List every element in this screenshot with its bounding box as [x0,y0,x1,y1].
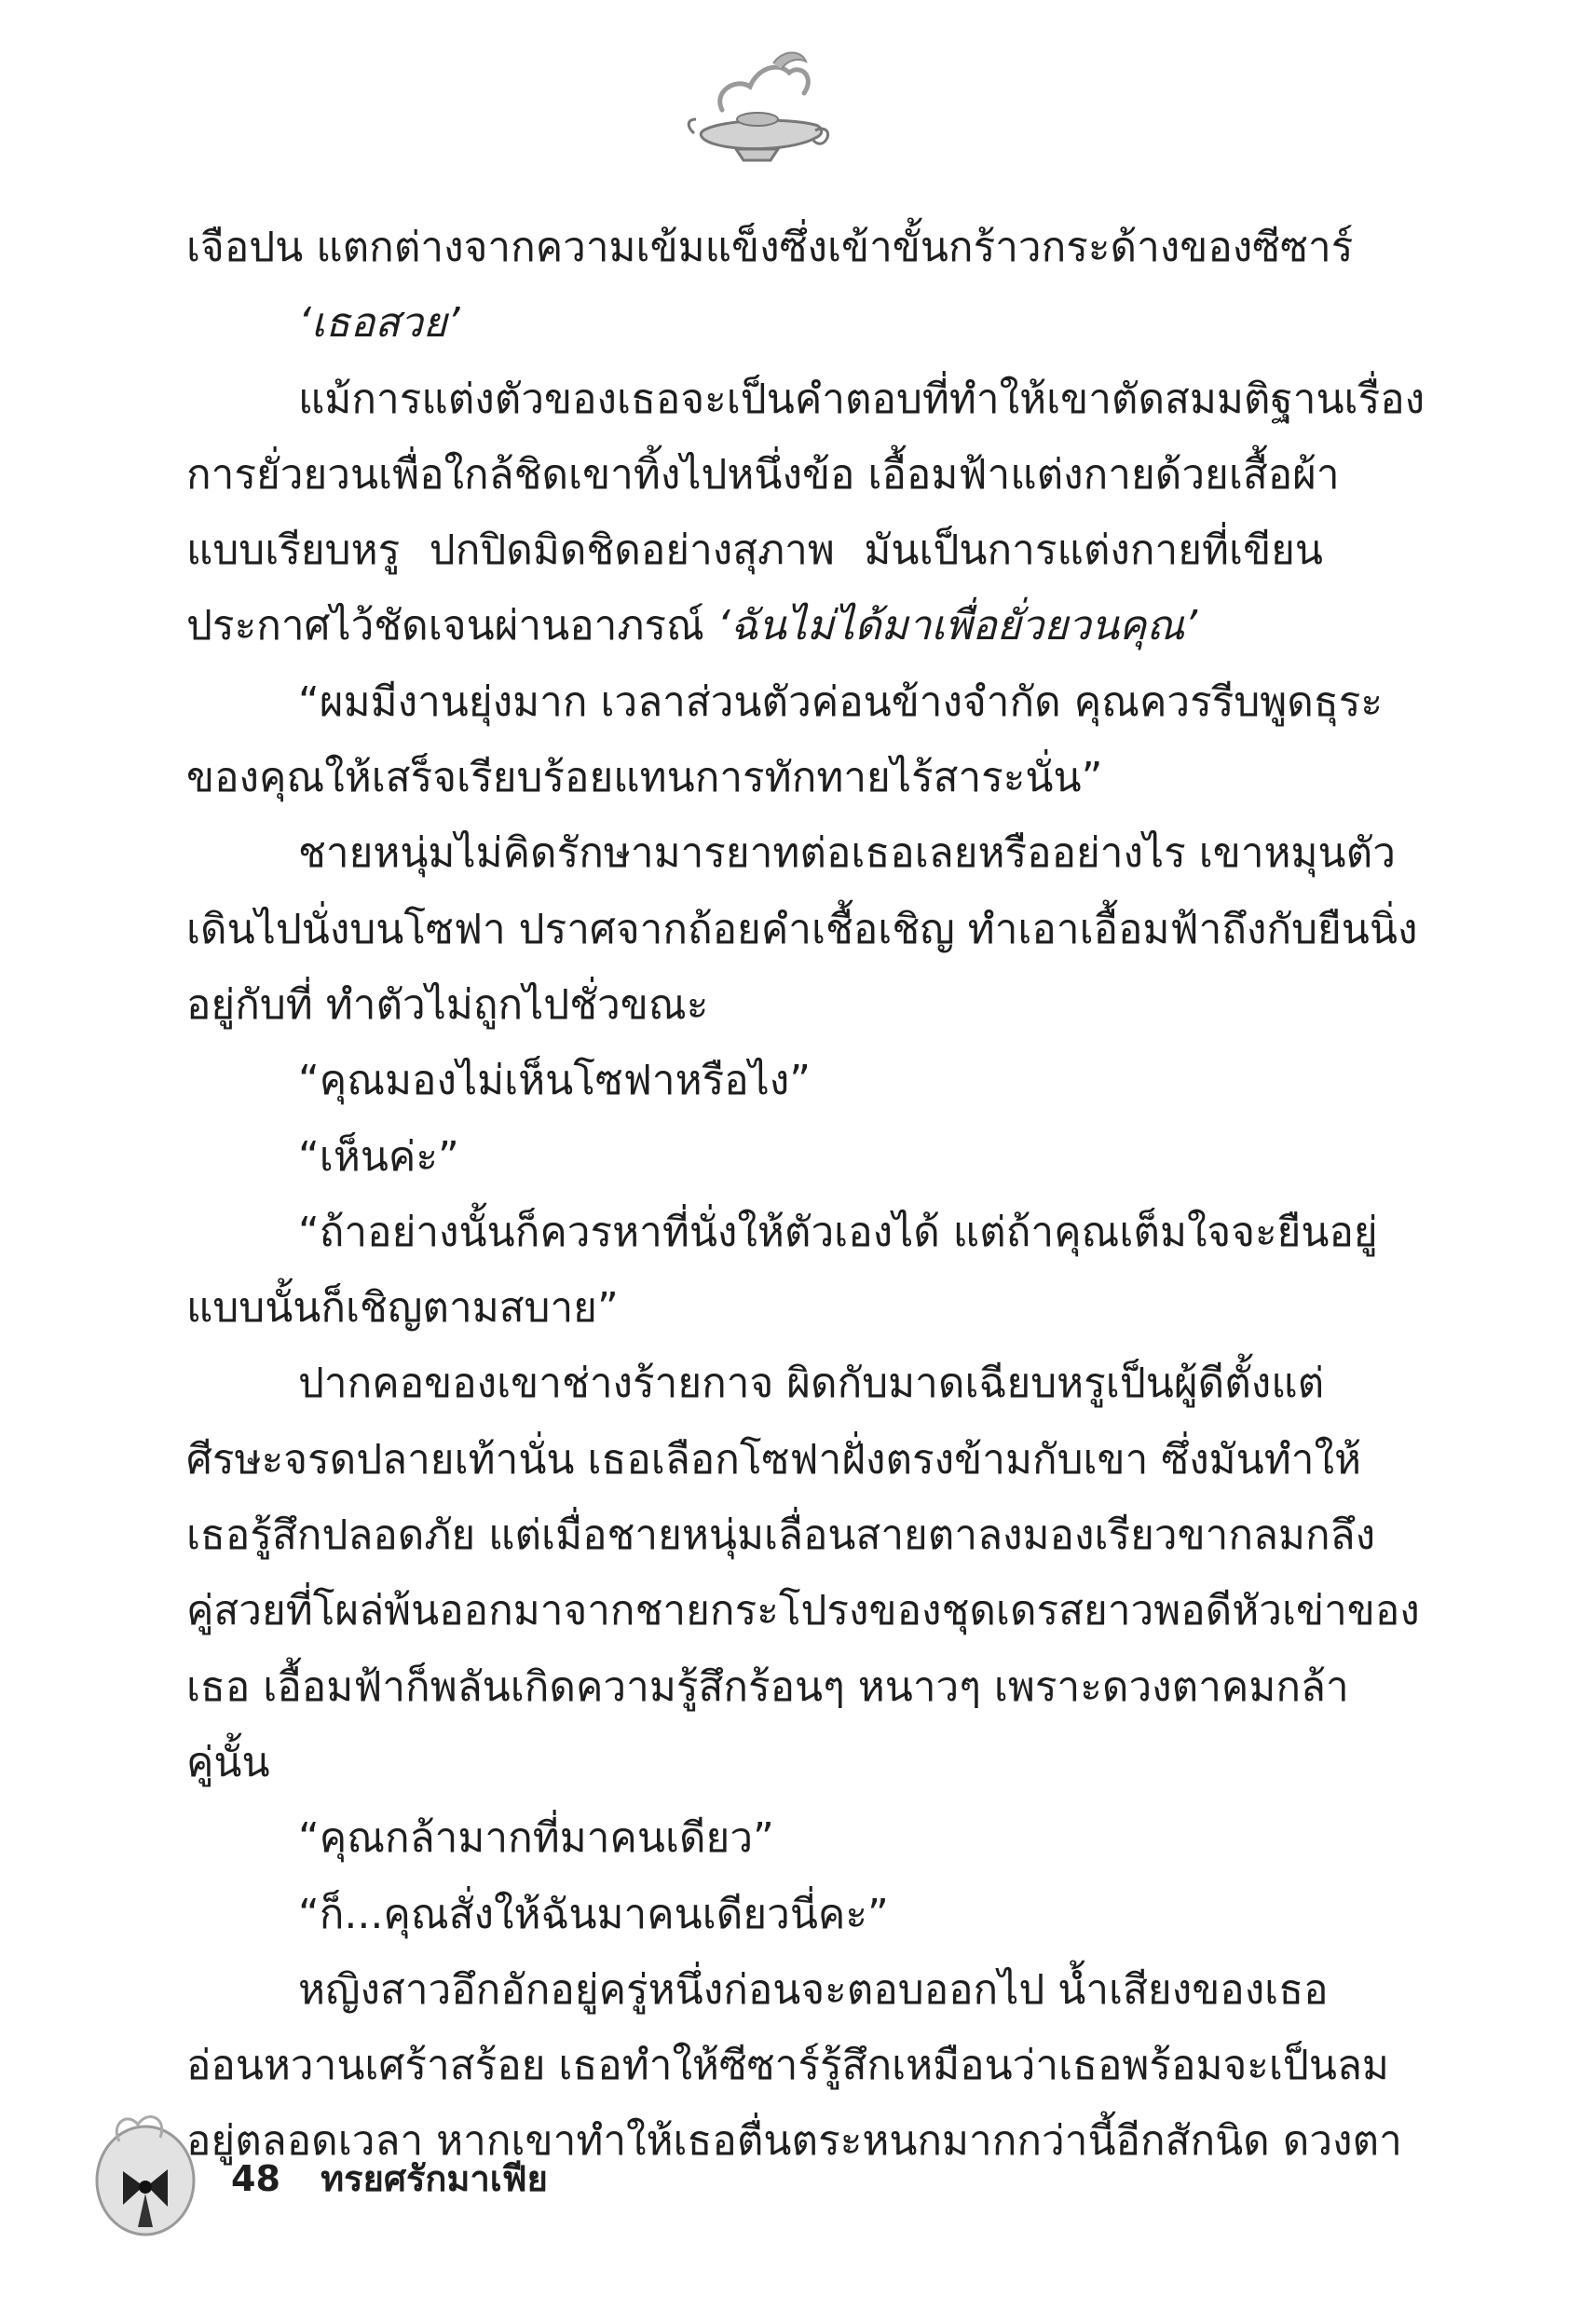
text-line: เธอรู้สึกปลอดภัย แต่เมื่อชายหนุ่มเลื่อนสายตาลงมองเรียวขากลมกลึง [186,1511,1376,1560]
text-line: “ถ้าอย่างนั้นก็ควรหาที่นั่งให้ตัวเองได้ แต่ถ้าคุณเต็มใจจะยืนอยู่ [298,1208,1378,1256]
text-line: แบบนั้นก็เชิญตามสบาย” [186,1284,619,1333]
story-text [186,210,1425,2180]
text-line: ศีรษะจรดปลายเท้านั่น เธอเลือกโซฟาฝั่งตรงข้ามกับเขา ซึ่งมันทำให้ [186,1435,1361,1484]
text-line: “คุณกล้ามากที่มาคนเดียว” [298,1814,774,1863]
text-line: “ผมมีงานยุ่งมาก เวลาส่วนตัวค่อนข้างจำกัด คุณควรรีบพูดธุระ [298,677,1383,726]
text-line: คู่สวยที่โผล่พ้นออกมาจากชายกระโปรงของชุดเดรสยาวพอดีหัวเข่าของ [186,1587,1420,1635]
text-line: ของคุณให้เสร็จเรียบร้อยแทนการทักทายไร้สาระนั่น” [186,754,1103,802]
text-line: เธอ เอื้อมฟ้าก็พลันเกิดความรู้สึกร้อนๆ หนาวๆ เพราะดวงตาคมกล้า [186,1662,1349,1711]
text-line: หญิงสาวอึกอักอยู่ครู่หนึ่งก่อนจะตอบออกไป น้ำเสียงของเธอ [298,1965,1329,2014]
text-line: แบบเรียบหรู ปกปิดมิดชิดอย่างสุภาพ มันเป็นการแต่งกายที่เขียน [186,526,1323,575]
text-line: เดินไปนั่งบนโซฟา ปราศจากถ้อยคำเชื้อเชิญ ทำเอาเอื้อมฟ้าถึงกับยืนนิ่ง [186,905,1418,953]
text-line: อ่อนหวานเศร้าสร้อย เธอทำให้ซีซาร์รู้สึกเหมือนว่าเธอพร้อมจะเป็นลม [186,2042,1389,2090]
text-line: ชายหนุ่มไม่คิดรักษามารยาทต่อเธอเลยหรืออย่างไร เขาหมุนตัว [298,829,1396,878]
magic-lamp-icon [685,45,834,175]
text-line: แม้การแต่งตัวของเธอจะเป็นคำตอบที่ทำให้เขาตัดสมมติฐานเรื่อง [298,375,1425,423]
text-line: “ก็...คุณสั่งให้ฉันมาคนเดียวนี่คะ” [298,1890,889,1938]
text-line: อยู่กับที่ ทำตัวไม่ถูกไปชั่วขณะ [186,980,709,1029]
text-line: เจือปน แตกต่างจากความเข้มแข็งซึ่งเข้าขั้นกร้าวกระด้างของซีซาร์ [186,224,1354,271]
page-number: 48 [231,2158,280,2199]
text-line: “เห็นค่ะ” [298,1132,459,1181]
text-line: ปากคอของเขาช่างร้ายกาจ ผิดกับมาดเฉียบหรูเป็นผู้ดีตั้งแต่ [298,1360,1325,1408]
text-line: อยู่ตลอดเวลา หากเขาทำให้เธอตื่นตระหนกมากกว่านี้อีกสักนิด ดวงตา [186,2117,1402,2166]
text-line: คู่นั้น [186,1738,270,1786]
text-line: การยั่วยวนเพื่อใกล้ชิดเขาทิ้งไปหนึ่งข้อ เอื้อมฟ้าแต่งกายด้วยเสื้อผ้า [186,450,1340,499]
book-title: ทรยศรักมาเฟีย [321,2158,548,2199]
text-line: ‘เธอสวย’ [298,299,460,348]
text-line: “คุณมองไม่เห็นโซฟาหรือไง” [298,1057,812,1105]
text-line: ประกาศไว้ชัดเจนผ่านอาภรณ์ ‘ฉันไม่ได้มาเพื่อยั่วยวนคุณ’ [186,602,1198,650]
bow-tie-icon [82,2104,203,2244]
page-footer [231,2151,548,2207]
